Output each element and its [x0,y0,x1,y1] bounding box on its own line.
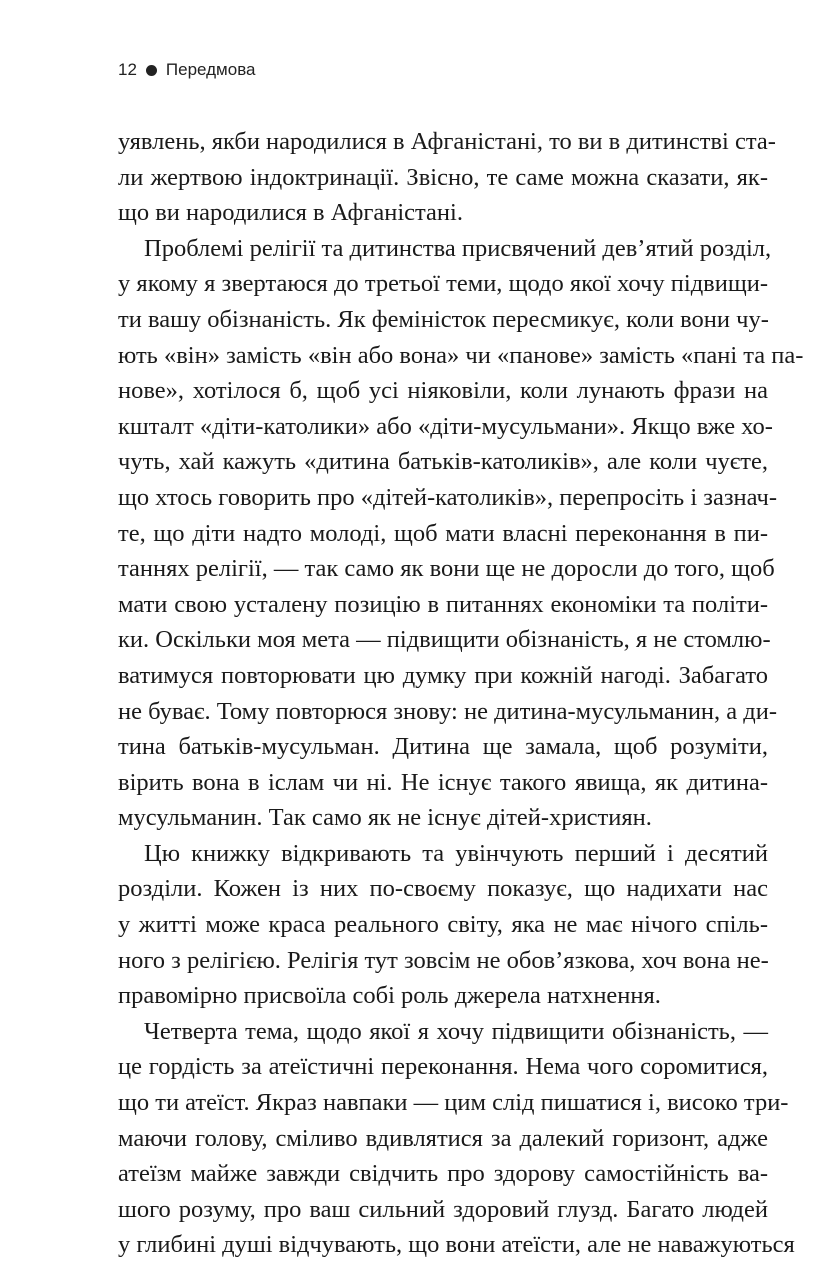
text-line: нове», хотілося б, щоб усі ніяковіли, коли лунають фрази на [118,377,768,405]
text-line: мусульманин. Так само як не існує дітей-християн. [118,804,652,832]
text-line: атеїзм майже завжди свідчить про здорову самостійність ва- [118,1160,768,1188]
text-line: у якому я звертаюся до третьої теми, щодо якої хочу підвищи- [118,270,768,298]
text-line: ки. Оскільки моя мета — підвищити обізнаність, я не стомлю- [118,626,771,654]
text-line: що ти атеїст. Якраз навпаки — цим слід пишатися і, високо три- [118,1089,789,1117]
text-line: шого розуму, про ваш сильний здоровий глузд. Багато людей [118,1195,768,1223]
page-number: 12 [118,60,137,79]
section-title: Передмова [165,60,256,79]
text-line: це гордість за атеїстичні переконання. Нема чого соромитися, [118,1053,768,1081]
text-line: що ви народилися в Афганістані. [118,199,463,227]
text-line: розділи. Кожен із них по-своєму показує, що надихати нас [118,875,768,903]
text-line: мати свою усталену позицію в питаннях економіки та політи- [118,590,768,618]
running-head [118,60,256,80]
text-line: ти вашу обізнаність. Як феміністок пересмикує, коли вони чу- [118,305,769,333]
paragraph [118,1014,795,1263]
text-line: тина батьків-мусульман. Дитина ще замала, щоб розуміти, [118,733,768,761]
paragraph [118,836,768,1014]
text-line: не буває. Тому повторюся знову: не дитина-мусульманин, а ди- [118,697,778,725]
text-line: уявлень, якби народилися в Афганістані, то ви в дитинстві ста- [118,128,776,155]
text-line: у глибині душі відчувають, що вони атеїсти, але не наважуються [118,1231,795,1259]
paragraph [118,231,804,836]
page-body [118,124,804,1263]
text-line: у житті може краса реального світу, яка не має нічого спіль- [118,911,768,939]
text-line: те, що діти надто молоді, щоб мати власні переконання в пи- [118,519,768,547]
text-line: кшталт «діти-католики» або «діти-мусульмани». Якщо вже хо- [118,412,773,440]
text-line: чуть, хай кажуть «дитина батьків-католиків», але коли чуєте, [118,448,768,476]
text-line: маючи голову, сміливо вдивлятися за далекий горизонт, адже [118,1124,768,1152]
text-line: ватимуся повторювати цю думку при кожній нагоді. Забагато [118,661,768,689]
text-line: що хтось говорить про «дітей-католиків», перепросіть і зазнач- [118,483,777,511]
text-line: таннях релігії, — так само як вони ще не доросли до того, щоб [118,555,775,583]
text-line: Проблемі релігії та дитинства присвячений дев’ятий розділ, [144,234,772,262]
text-line: Цю книжку відкривають та увінчують перший і десятий [144,839,768,867]
text-line: ли жертвою індоктринації. Звісно, те саме можна сказати, як- [118,163,768,191]
text-line: правомірно присвоїла собі роль джерела натхнення. [118,982,661,1010]
text-line: ного з релігією. Релігія тут зовсім не обов’язкова, хоч вона не- [118,946,769,974]
text-line: ють «він» замість «він або вона» чи «панове» замість «пані та па- [118,341,804,369]
text-line: вірить вона в іслам чи ні. Не існує такого явища, як дитина- [118,768,768,796]
text-line: Четверта тема, щодо якої я хочу підвищити обізнаність, — [144,1017,768,1045]
bullet-separator [146,65,157,76]
paragraph [118,124,776,231]
